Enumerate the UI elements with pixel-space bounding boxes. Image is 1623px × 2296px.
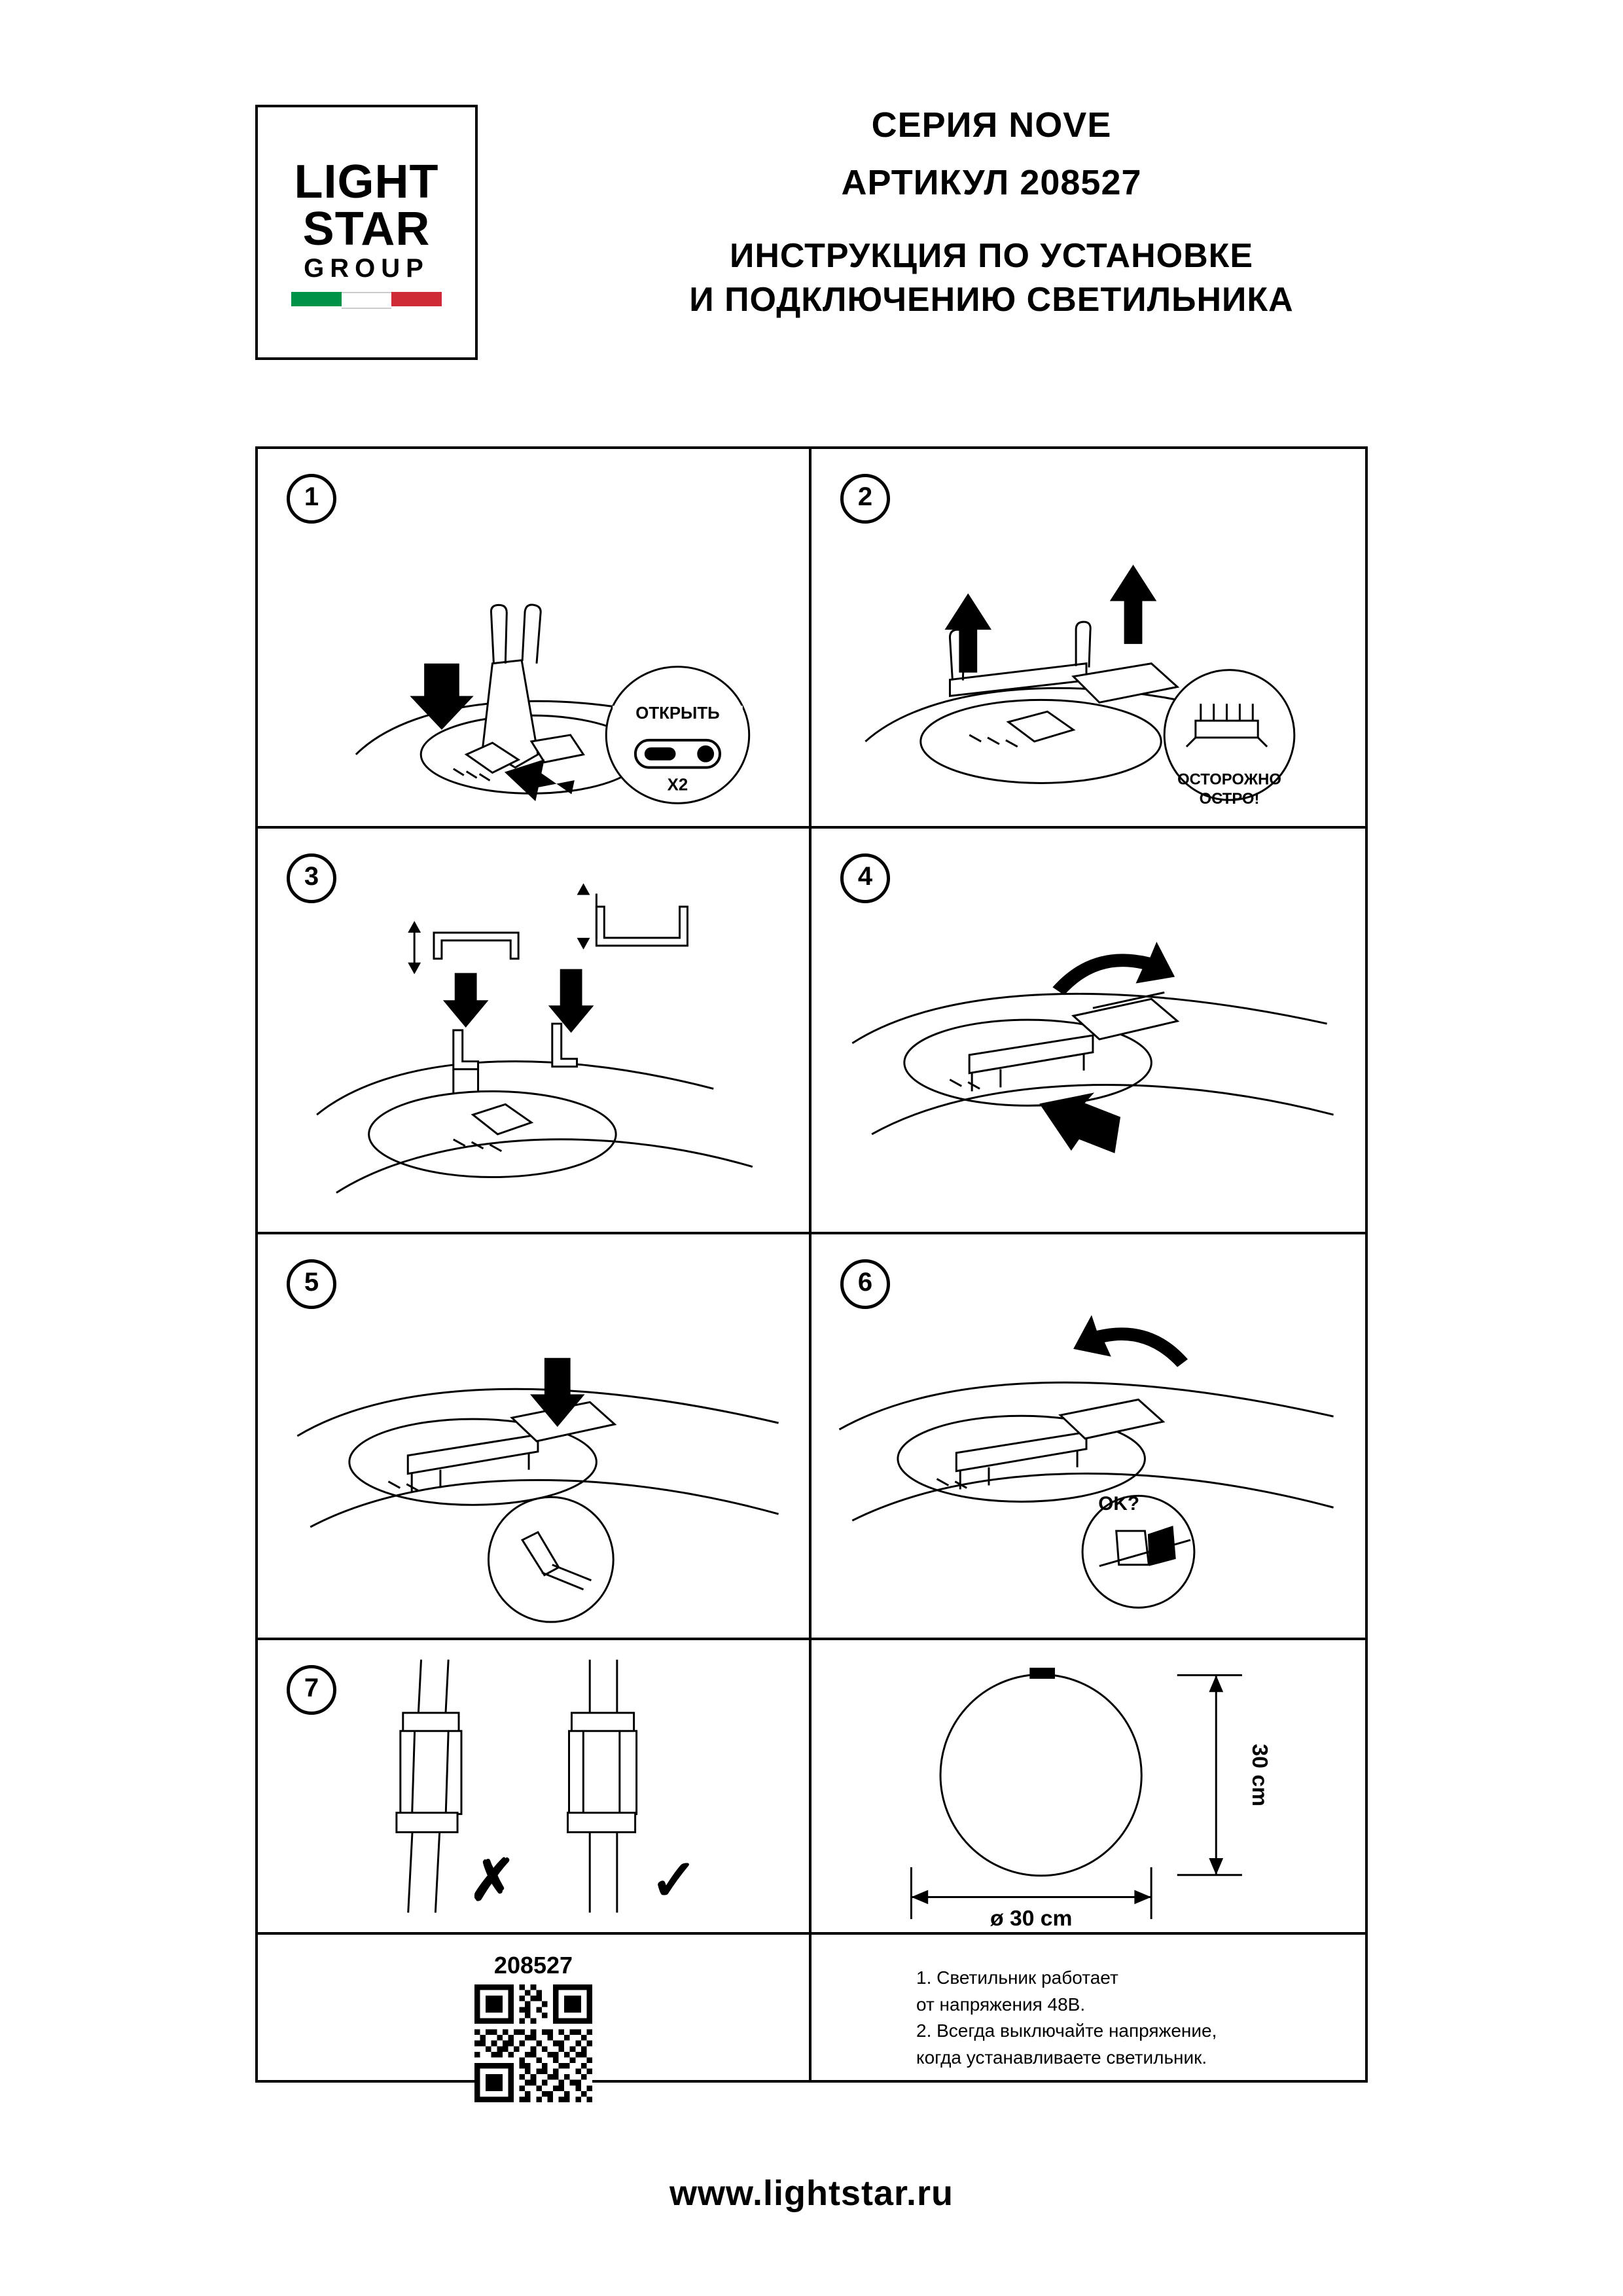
cross-mark-icon: ✗	[469, 1848, 517, 1912]
notes-cell	[812, 1935, 1365, 2083]
step-2-illustration	[812, 449, 1365, 826]
steps-grid	[255, 446, 1368, 2083]
step-1-illustration	[258, 449, 809, 826]
step-4-number: 4	[840, 853, 890, 903]
dimensions-illustration	[812, 1640, 1365, 1932]
step-2-number: 2	[840, 474, 890, 524]
step-4-illustration	[812, 829, 1365, 1232]
notes-block	[916, 1965, 1335, 2071]
step-5-cell	[258, 1234, 812, 1640]
check-mark-icon: ✓	[650, 1848, 698, 1912]
article-number: АРТИКУЛ 208527	[841, 163, 1142, 202]
series-title: СЕРИЯ NOVE	[871, 105, 1112, 145]
step-1-callout-title: ОТКРЫТЬ	[635, 704, 720, 723]
step-2-callout-title: ОСТОРОЖНО	[1177, 770, 1281, 789]
logo-text-star: STAR	[302, 203, 431, 255]
height-dimension-label: 30 cm	[1247, 1744, 1272, 1806]
step-3-number: 3	[287, 853, 336, 903]
step-5-number: 5	[287, 1259, 336, 1309]
step-2-callout-sub: ОСТРО!	[1199, 790, 1260, 808]
title-block	[622, 105, 1361, 321]
step-4-cell	[812, 829, 1365, 1234]
step-6-callout-title: OK?	[1098, 1493, 1140, 1515]
step-3-illustration	[258, 829, 809, 1232]
product-code: 208527	[493, 1952, 573, 1979]
note-line-4: когда устанавливаете светильник.	[916, 2047, 1207, 2068]
note-line-1: 1. Светильник работает	[916, 1967, 1118, 1988]
step-6-cell	[812, 1234, 1365, 1640]
note-line-2: от напряжения 48В.	[916, 1994, 1086, 2015]
dimensions-cell	[812, 1640, 1365, 1935]
step-7-number: 7	[287, 1665, 336, 1715]
step-1-callout-sub: X2	[667, 776, 688, 795]
step-2-cell	[812, 449, 1365, 829]
qr-code-icon	[474, 1984, 592, 2102]
header	[255, 105, 1368, 393]
logo-text-group: GROUP	[304, 254, 429, 283]
logo-text-light: LIGHT	[294, 156, 439, 208]
step-1-cell	[258, 449, 812, 829]
step-3-cell	[258, 829, 812, 1234]
step-6-illustration	[812, 1234, 1365, 1638]
italy-flag-icon	[291, 292, 442, 306]
product-code-cell	[258, 1935, 812, 2083]
step-5-illustration	[258, 1234, 809, 1638]
instruction-title-line2: И ПОДКЛЮЧЕНИЮ СВЕТИЛЬНИКА	[689, 280, 1294, 319]
step-6-number: 6	[840, 1259, 890, 1309]
step-7-cell	[258, 1640, 812, 1935]
note-line-3: 2. Всегда выключайте напряжение,	[916, 2020, 1217, 2041]
instruction-title-line1: ИНСТРУКЦИЯ ПО УСТАНОВКЕ	[729, 237, 1254, 275]
diameter-dimension-label: ø 30 cm	[990, 1907, 1073, 1931]
step-7-illustration	[258, 1640, 809, 1932]
step-1-number: 1	[287, 474, 336, 524]
website-url[interactable]: www.lightstar.ru	[669, 2174, 954, 2213]
brand-logo	[255, 105, 478, 360]
